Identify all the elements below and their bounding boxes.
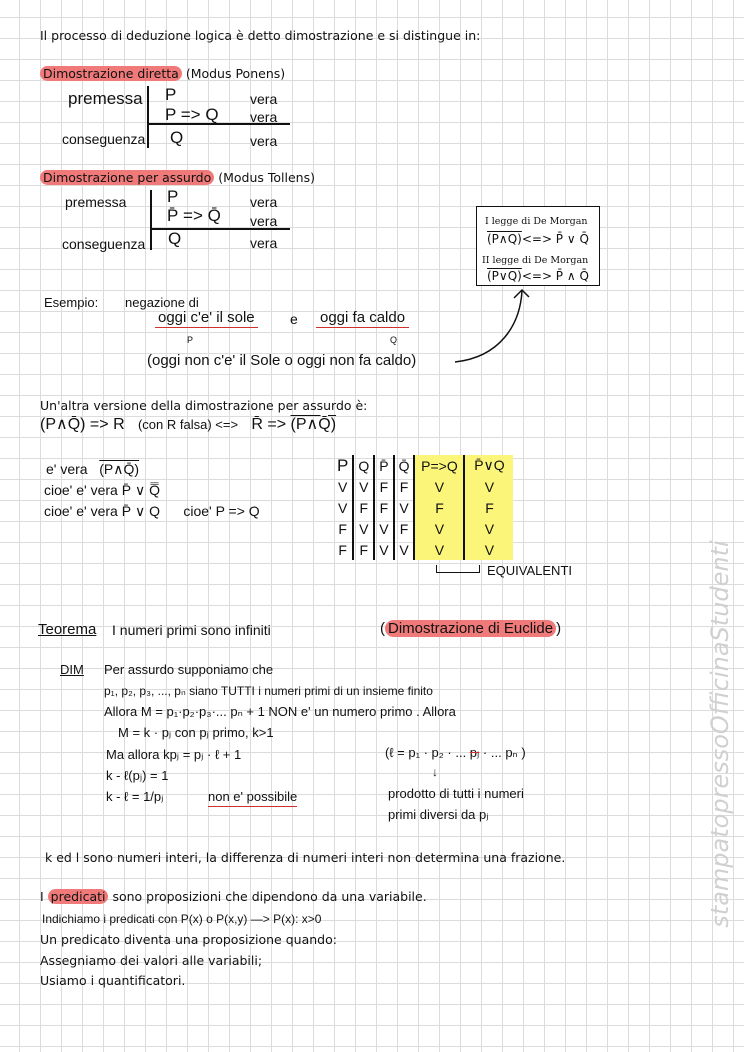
direct-subtitle: (Modus Ponens)	[185, 66, 286, 81]
cell: F	[338, 520, 347, 537]
row-p: P	[165, 85, 177, 104]
direct-heading	[40, 66, 285, 82]
cell: V	[464, 518, 513, 539]
reasoning-line: cioe' e' vera P̄ ∨ Q̿	[44, 482, 160, 498]
formula-mid: (con R falsa) <=>	[137, 417, 239, 432]
value: vera	[250, 194, 278, 210]
reasoning-formula: (P∧Q̄)	[99, 461, 140, 477]
example-result: (oggi non c'e' il Sole o oggi non fa caldo)	[147, 352, 417, 369]
proof-name-highlight: Dimostrazione di Euclide	[385, 620, 556, 637]
divider	[147, 86, 149, 148]
conseguenza-label: conseguenza	[62, 131, 146, 147]
ell-def-part: · ... pₙ )	[479, 745, 526, 760]
header-cell: P̄	[374, 455, 393, 476]
theorem-statement: I numeri primi sono infiniti	[112, 622, 271, 638]
cell: V	[464, 476, 513, 497]
proof-line: Ma allora kpⱼ = pⱼ · ℓ + 1	[106, 747, 242, 762]
cell: F	[394, 518, 415, 539]
watermark: stampatopressoOfficinaStudenti	[706, 540, 734, 928]
cell: V	[394, 539, 415, 560]
alt-title: Un'altra versione della dimostrazione per assurdo è:	[40, 398, 368, 413]
cell: F	[338, 541, 347, 558]
law2-formula	[487, 268, 589, 284]
header-cell: P̄∨Q	[464, 455, 513, 476]
proof-line: k - ℓ(pⱼ) = 1	[106, 768, 169, 783]
law2-lhs: (P∨Q)	[487, 269, 522, 283]
arrow-icon	[450, 285, 540, 370]
row-implication: P̄ => Q̄	[167, 206, 221, 225]
predicates-intro	[40, 889, 427, 905]
row-q: Q	[168, 229, 182, 248]
reasoning-text: e' vera	[46, 461, 88, 477]
proof-name: ( Dimostrazione di Euclide )	[380, 620, 562, 637]
row-p: P	[167, 187, 179, 206]
alt-formula	[40, 416, 336, 434]
cell: F	[464, 497, 513, 518]
header-cell: Q	[353, 455, 374, 476]
header-cell: P	[337, 455, 349, 475]
cell: V	[374, 539, 393, 560]
explain-line: primi diversi da pⱼ	[388, 807, 489, 822]
demorgan-box	[476, 206, 600, 286]
value: vera	[250, 235, 278, 251]
cell: V	[414, 476, 464, 497]
proof-line: Per assurdo supponiamo che	[104, 662, 274, 677]
proof-line: M = k · pⱼ con pⱼ primo, k>1	[118, 725, 274, 740]
value: vera	[250, 109, 278, 125]
equivalent-bracket	[436, 565, 480, 573]
premessa-label: premessa	[65, 194, 127, 210]
predicates-line: Indichiamo i predicati con P(x) o P(x,y) —> P(x): x>0	[42, 912, 322, 926]
absurd-heading	[40, 170, 315, 186]
cell: V	[414, 518, 464, 539]
p-label: P	[187, 335, 194, 345]
negation-text: negazione di	[125, 295, 199, 310]
cell: F	[414, 497, 464, 518]
cell: V	[353, 476, 374, 497]
absurd-title: Dimostrazione per assurdo	[40, 170, 214, 185]
predicates-line: Assegniamo dei valori alle variabili;	[40, 953, 263, 968]
predicates-line: Un predicato diventa una proposizione quando:	[40, 932, 337, 947]
equivalent-label: EQUIVALENTI	[487, 563, 573, 578]
and-text: e	[290, 311, 298, 327]
explain-line: prodotto di tutti i numeri	[388, 786, 524, 801]
header-cell: P=>Q	[414, 455, 464, 476]
table-row	[333, 518, 513, 539]
law1-title: I legge di De Morgan	[485, 216, 588, 227]
premessa-label: premessa	[68, 89, 143, 108]
law1-lhs: (P∧Q)	[487, 232, 522, 246]
cell: V	[394, 497, 415, 518]
cell: V	[338, 499, 348, 516]
q-label: Q	[390, 335, 398, 345]
value: vera	[250, 213, 278, 229]
cell: F	[374, 497, 393, 518]
divider	[150, 190, 152, 250]
header-cell: Q̄	[394, 455, 415, 476]
proof-line: k - ℓ = 1/pⱼ	[106, 789, 164, 804]
cell: V	[353, 518, 374, 539]
row-q: Q	[170, 128, 184, 147]
cell: F	[374, 476, 393, 497]
cell: V	[338, 478, 348, 495]
conseguenza-label: conseguenza	[62, 236, 146, 252]
direct-title: Dimostrazione diretta	[40, 66, 182, 81]
reasoning-line	[46, 460, 139, 478]
cell: V	[464, 539, 513, 560]
absurd-subtitle: (Modus Tollens)	[218, 170, 315, 185]
reasoning-text: cioe' e' vera P̄ ∨ Q	[44, 503, 160, 519]
cell: F	[394, 476, 415, 497]
law2-rhs: <=> P̄ ∧ Q̄	[521, 269, 589, 283]
example-label: Esempio:	[44, 295, 99, 310]
cell: V	[374, 518, 393, 539]
intro-text: Il processo di deduzione logica è detto dimostrazione e si distingue in:	[40, 28, 481, 43]
truth-table	[333, 455, 513, 560]
conclusion-text: k ed l sono numeri interi, la differenza di numeri interi non determina una frazione.	[45, 850, 566, 865]
down-arrow-icon: ↓	[432, 765, 438, 779]
value: vera	[250, 133, 278, 149]
predicates-prefix: I	[40, 889, 44, 904]
theorem-label: Teorema	[38, 621, 97, 638]
law1-formula	[487, 231, 589, 247]
ell-definition	[385, 744, 526, 762]
cell: F	[353, 497, 374, 518]
not-possible: non e' possibile	[208, 788, 297, 807]
law2-title: II legge di De Morgan	[482, 255, 589, 266]
proof-line: p₁, p₂, p₃, ..., pₙ siano TUTTI i numeri primi di un insieme finito	[104, 684, 433, 698]
table-row	[333, 476, 513, 497]
reasoning-text: cioe' P => Q	[183, 503, 260, 519]
q-bracket: oggi fa caldo	[316, 309, 409, 328]
law1-rhs: <=> P̄ ∨ Q̄	[521, 232, 589, 246]
proof-line: Allora M = p₁·p₂·p₃·... pₙ + 1 NON e' un numero primo . Allora	[104, 704, 456, 719]
predicates-term: predicati	[48, 889, 109, 904]
p-bracket: oggi c'e' il sole	[155, 309, 258, 328]
formula-right: R̄ =>	[251, 416, 287, 433]
table-row	[333, 497, 513, 518]
value: vera	[250, 91, 278, 107]
table-row	[333, 539, 513, 560]
reasoning-line	[44, 502, 260, 520]
dim-label: DIM	[60, 662, 84, 677]
ell-def-part: (ℓ = p₁ · p₂ · ...	[385, 745, 470, 760]
predicates-line: Usiamo i quantificatori.	[40, 973, 186, 988]
table-header	[333, 455, 513, 476]
cell: F	[353, 539, 374, 560]
formula-left: (P∧Q̄) => R	[40, 416, 125, 433]
predicates-rest: sono proposizioni che dipendono da una variabile.	[112, 889, 427, 904]
cell: V	[414, 539, 464, 560]
formula-neg: (P∧Q̄)	[290, 416, 337, 433]
row-implication: P => Q	[165, 105, 219, 124]
struck-pj: pⱼ	[469, 745, 480, 760]
